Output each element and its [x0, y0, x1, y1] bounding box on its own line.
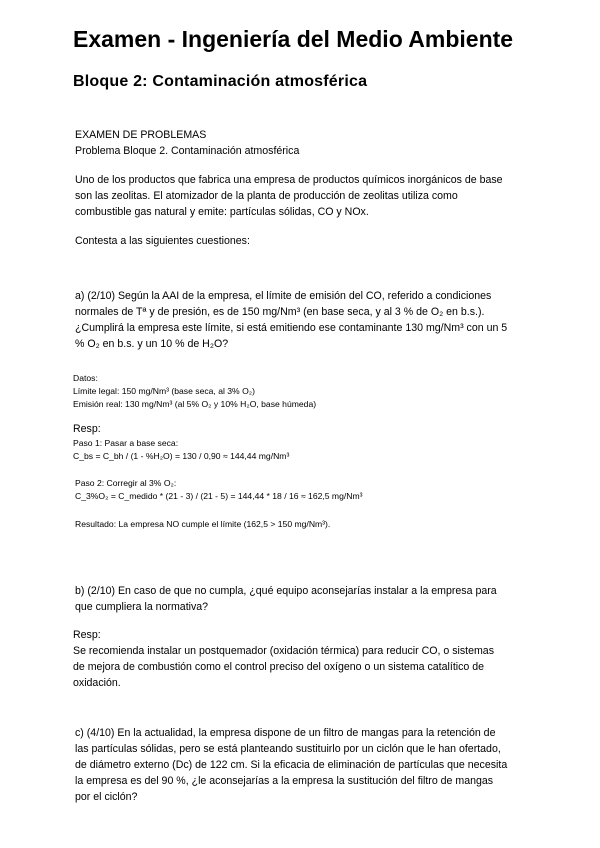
question-b-line: que cumpliera la normativa?: [75, 601, 209, 613]
intro-line: son las zeolitas. El atomizador de la planta de producción de zeolitas utiliza como: [75, 190, 458, 202]
intro-paragraph: [75, 172, 535, 220]
question-a-line: % O₂ en b.s. y un 10 % de H₂O?: [75, 338, 229, 350]
question-a: [75, 288, 535, 352]
datos-line: Límite legal: 150 mg/Nm³ (base seca, al 3% O₂): [73, 386, 255, 396]
question-b-line: b) (2/10) En caso de que no cumpla, ¿qué equipo aconsejarías instalar a la empresa para: [75, 585, 497, 597]
intro-line: combustible gas natural y emite: partículas sólidas, CO y NOx.: [75, 206, 369, 218]
question-c-line: las partículas sólidas, pero se está planteando sustituirlo por un ciclón que le han ofertado,: [75, 743, 501, 755]
resp-b: [73, 627, 533, 691]
paso-line: Paso 2: Corregir al 3% O₂:: [75, 478, 177, 488]
instruction-text: Contesta a las siguientes cuestiones:: [75, 235, 250, 247]
resp-label-a: Resp:: [73, 423, 101, 435]
question-c-line: la empresa es del 90 %, ¿le aconsejarías a la empresa la sustitución del filtro de mangas: [75, 775, 494, 787]
document-title: Examen - Ingeniería del Medio Ambiente: [73, 26, 514, 52]
resp-b-line: Se recomienda instalar un postquemador (oxidación térmica) para reducir CO, o sistemas: [73, 645, 494, 657]
resp-b-line: de mejora de combustión como el control preciso del oxígeno o un sistema catalítico de: [73, 661, 485, 673]
datos-line: Emisión real: 130 mg/Nm³ (al 5% O₂ y 10% H₂O, base húmeda): [73, 399, 317, 409]
question-c-line: por el ciclón?: [75, 791, 138, 803]
question-a-line: ¿Cumplirá la empresa este límite, si está emitiendo ese contaminante 130 mg/Nm³ con un 5: [75, 322, 508, 334]
paso-1: [73, 437, 533, 463]
question-c-line: c) (4/10) En la actualidad, la empresa dispone de un filtro de mangas para la retención de: [75, 727, 496, 739]
question-c: [75, 725, 535, 805]
resp-b-line: Resp:: [73, 629, 101, 641]
resultado-text: Resultado: La empresa NO cumple el límite (162,5 > 150 mg/Nm³).: [75, 519, 331, 529]
datos-block: [73, 372, 533, 411]
datos-line: Datos:: [73, 373, 98, 383]
question-c-line: de diámetro externo (Dc) de 122 cm. Si la eficacia de eliminación de partículas que necesita: [75, 759, 508, 771]
header-line: Problema Bloque 2. Contaminación atmosférica: [75, 145, 300, 157]
paso-line: C_3%O₂ = C_medido * (21 - 3) / (21 - 5) = 144,44 * 18 / 16 ≈ 162,5 mg/Nm³: [75, 491, 363, 501]
exam-header: [75, 127, 535, 159]
document-subtitle: Bloque 2: Contaminación atmosférica: [73, 73, 368, 90]
resp-b-line: oxidación.: [73, 677, 121, 689]
question-a-line: normales de Tª y de presión, es de 150 mg/Nm³ (en base seca, y al 3 % de O₂ en b.s.).: [75, 306, 485, 318]
question-b: [75, 583, 535, 615]
paso-line: C_bs = C_bh / (1 - %H₂O) = 130 / 0,90 ≈ 144,44 mg/Nm³: [73, 451, 290, 461]
paso-line: Paso 1: Pasar a base seca:: [73, 438, 179, 448]
header-line: EXAMEN DE PROBLEMAS: [75, 129, 207, 141]
intro-line: Uno de los productos que fabrica una empresa de productos químicos inorgánicos de base: [75, 174, 503, 186]
question-a-line: a) (2/10) Según la AAI de la empresa, el límite de emisión del CO, referido a condiciones: [75, 290, 492, 302]
paso-2: [75, 477, 535, 503]
